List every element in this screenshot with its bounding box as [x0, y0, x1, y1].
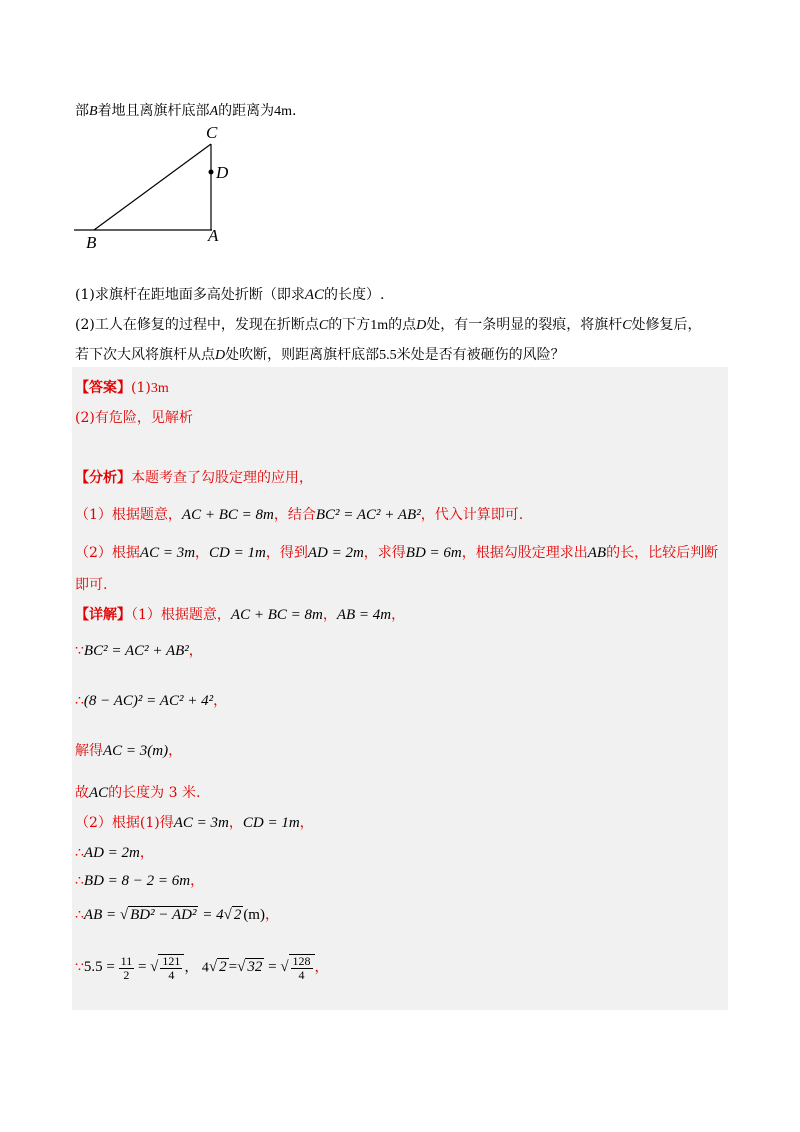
- text: 即可.: [75, 577, 108, 593]
- text: 处，有一条明显的裂痕，将旗杆: [426, 317, 623, 333]
- analysis-line-1: [75, 504, 523, 524]
- equation: AD = 2m: [307, 545, 364, 561]
- numerator: 11: [120, 953, 133, 968]
- text: ， 4: [184, 960, 209, 976]
- text: 本题考查了勾股定理的应用，: [131, 470, 313, 486]
- because-symbol: ∵: [75, 643, 84, 659]
- radicand: 2: [219, 959, 227, 976]
- denominator: 2: [123, 967, 130, 982]
- text: （2）根据(1)得: [75, 815, 174, 831]
- equation: AC + BC = 8m: [230, 607, 323, 623]
- equation: AB = 4m: [336, 607, 392, 623]
- text: (2)有危险，见解析: [75, 410, 193, 426]
- text: ，: [264, 907, 279, 923]
- text: 5.5 =: [83, 959, 119, 976]
- equation: CD = 1m: [209, 545, 266, 561]
- text: ，: [322, 607, 337, 623]
- text: 的长，比较后判断: [606, 545, 719, 561]
- therefore-symbol: ∴: [75, 693, 84, 709]
- math-AC: AC: [304, 287, 325, 303]
- point-label: C: [318, 318, 329, 333]
- text: AB =: [83, 907, 120, 923]
- text: ，求得: [363, 545, 406, 561]
- text: （1）根据题意，: [75, 507, 182, 523]
- equation-AB: AB = √ BD² − AD² = 4√ 2 (m): [83, 907, 265, 923]
- equation: BC² = AC² + AB²: [83, 643, 189, 659]
- label-B: B: [86, 233, 97, 252]
- equation: AC = 3(m): [103, 743, 169, 759]
- text: ，: [213, 693, 228, 709]
- text: =: [134, 959, 151, 976]
- equation: AC = 3m: [173, 815, 229, 831]
- equation: AC = 3m: [139, 545, 196, 561]
- point-label: B: [89, 104, 98, 119]
- text: ，: [139, 845, 154, 861]
- text: ，: [314, 959, 329, 976]
- text: 的长度）.: [324, 287, 385, 303]
- text: 处修复后，: [631, 317, 702, 333]
- question-2-line-2: [75, 344, 565, 364]
- text: =: [228, 959, 238, 976]
- equation: BD = 8 − 2 = 6m: [83, 873, 191, 889]
- detail-line-9: [75, 904, 279, 924]
- equation: AD = 2m: [83, 845, 140, 861]
- text: .: [292, 103, 297, 119]
- equation-root: √ 2 =√ 32 = √ $\frac{128}{4}$: [209, 959, 315, 975]
- numerator: 128: [292, 954, 311, 968]
- analysis-line-3: [75, 574, 107, 594]
- text: 着地且离旗杆底部: [97, 103, 210, 119]
- broken-segment-BC: [94, 144, 211, 230]
- text: = 4: [198, 907, 224, 923]
- text: ，: [195, 545, 210, 561]
- question-2-line-1: [75, 314, 702, 334]
- text: 故: [75, 785, 89, 801]
- point-label: D: [416, 318, 427, 333]
- detail-line-6: [75, 812, 314, 832]
- text: ，根据勾股定理求出: [461, 545, 588, 561]
- text: =: [264, 959, 281, 976]
- text: ，代入计算即可.: [420, 507, 524, 523]
- denominator: 4: [298, 968, 305, 982]
- text: 解得: [75, 743, 103, 759]
- fraction-128-4: [289, 954, 315, 982]
- analysis-intro: [75, 467, 313, 487]
- detail-line-5: [75, 782, 200, 802]
- radicand: 2: [233, 907, 242, 923]
- text: ，: [190, 873, 205, 889]
- detail-line-1: [75, 604, 405, 624]
- answer-line-1: [75, 377, 169, 397]
- analysis-line-2: [75, 542, 718, 562]
- radicand: 32: [247, 959, 263, 976]
- equation: BD = 6m: [405, 545, 462, 561]
- point-label: C: [622, 318, 632, 333]
- because-symbol: ∵: [75, 959, 84, 976]
- radicand: BD² − AD²: [130, 907, 197, 923]
- answer-value: 3m: [150, 381, 169, 396]
- answer-line-2: [75, 407, 193, 427]
- detail-tag: 【详解】: [75, 607, 131, 623]
- text: (1): [131, 380, 151, 396]
- therefore-symbol: ∴: [75, 873, 84, 889]
- distance-value: 4m: [274, 104, 293, 119]
- label-D: D: [216, 163, 229, 182]
- text: ，: [391, 607, 406, 623]
- equation: AC + BC = 8m: [181, 507, 274, 523]
- detail-line-7: [75, 842, 154, 862]
- problem-intro-line: [75, 100, 296, 120]
- detail-line-2: [75, 640, 203, 660]
- text: 的下方: [328, 317, 371, 333]
- text: 部: [75, 103, 89, 119]
- fraction-121-4: [158, 954, 184, 982]
- text: (2)工人在修复的过程中，发现在折断点: [75, 317, 319, 333]
- flagpole-figure: [70, 122, 250, 252]
- text: 的长度为 3 米.: [108, 785, 201, 801]
- text: ，得到: [265, 545, 308, 561]
- distance-value: 1m: [370, 318, 389, 333]
- equation-compare: 5.5 = $\frac{11}{2}$ = √ $\frac{121}{4}$: [84, 959, 184, 975]
- equation: BC² = AC² + AB²: [315, 507, 421, 523]
- text: （2）根据: [75, 545, 140, 561]
- text: ，: [168, 743, 183, 759]
- text: 米处是否有被砸伤的风险？: [396, 347, 565, 363]
- text: 的点: [388, 317, 417, 333]
- point-label: D: [215, 348, 226, 363]
- detail-line-4: [75, 740, 182, 760]
- label-C: C: [206, 123, 218, 142]
- math-AB: AB: [587, 545, 607, 561]
- therefore-symbol: ∴: [75, 907, 84, 923]
- text: ，: [299, 815, 314, 831]
- unit: (m): [243, 907, 265, 923]
- fraction-11-2: [119, 955, 135, 982]
- label-A: A: [208, 226, 219, 245]
- distance-value: 5.5: [379, 348, 397, 363]
- therefore-symbol: ∴: [75, 845, 84, 861]
- point-label: A: [209, 104, 219, 119]
- text: (1)求旗杆在距地面多高处折断（即求: [75, 287, 305, 303]
- text: 若下次大风将旗杆从点: [75, 347, 215, 363]
- text: ，: [188, 643, 203, 659]
- question-1: [75, 284, 384, 304]
- point-D: [209, 170, 214, 175]
- math-AC: AC: [89, 785, 109, 801]
- text: （1）根据题意，: [131, 607, 231, 623]
- answer-tag: 【答案】: [75, 380, 131, 396]
- numerator: 121: [162, 954, 181, 968]
- text: ，结合: [273, 507, 316, 523]
- text: 的距离为: [218, 103, 275, 119]
- analysis-tag: 【分析】: [75, 470, 131, 486]
- text: 处吹断，则距离旗杆底部: [225, 347, 380, 363]
- detail-line-10: [75, 954, 329, 982]
- equation: (8 − AC)² = AC² + 4²: [83, 693, 214, 709]
- detail-line-8: [75, 870, 204, 890]
- text: ，: [228, 815, 243, 831]
- equation: CD = 1m: [242, 815, 300, 831]
- denominator: 4: [168, 968, 175, 982]
- detail-line-3: [75, 690, 227, 710]
